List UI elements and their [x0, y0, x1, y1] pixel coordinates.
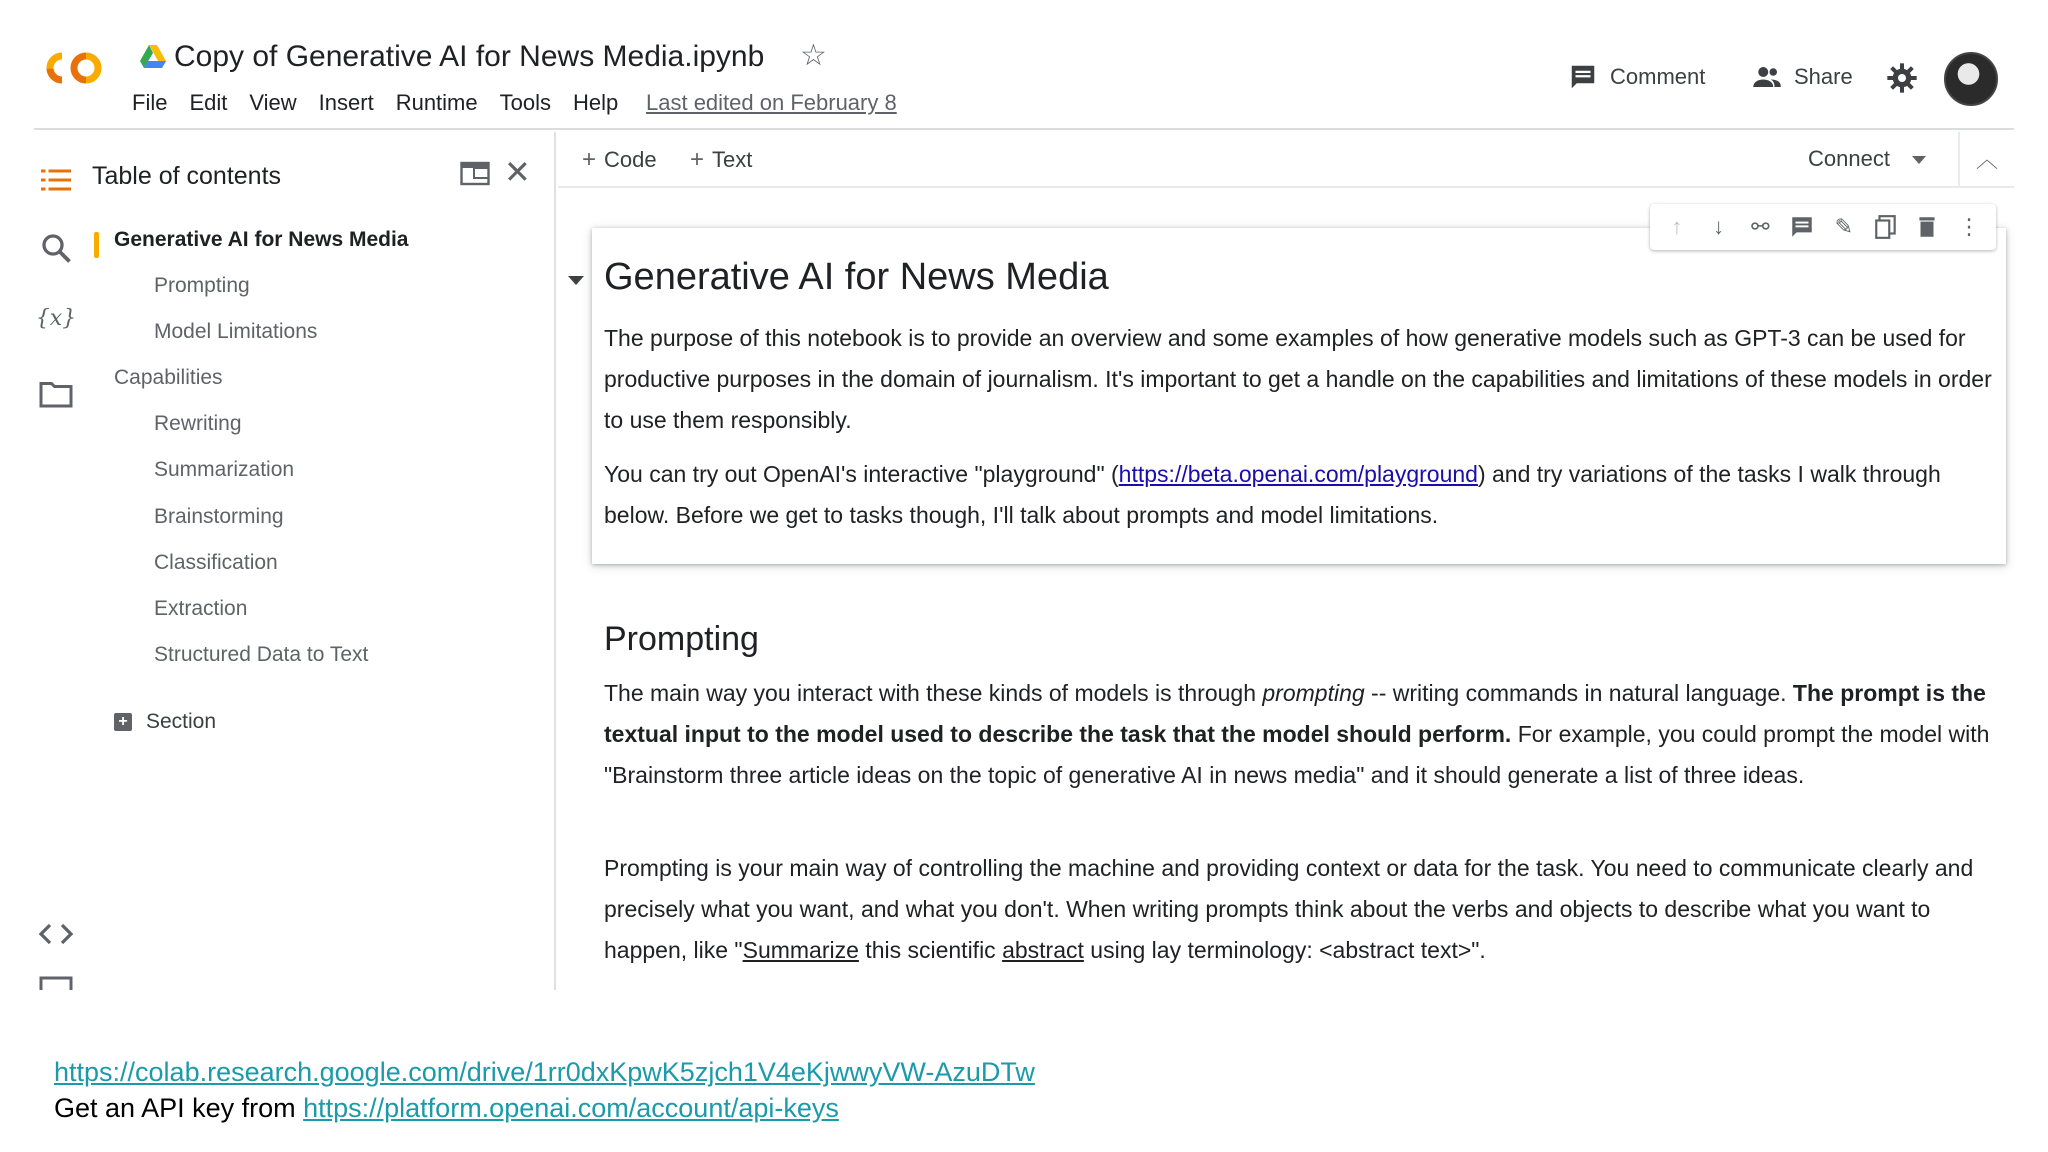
add-text-label: Text	[712, 147, 753, 172]
notebook-title[interactable]: Copy of Generative AI for News Media.ipynb	[174, 40, 765, 73]
toc-icon[interactable]	[38, 162, 74, 198]
prompting-text-c: For example, you could prompt the model with "Brainstorm three article ideas on the topic of generative AI in news media" and it should generate a list of three ideas.	[604, 721, 1990, 788]
toc-item-brainstorming[interactable]: Brainstorming	[154, 505, 284, 528]
comment-label: Comment	[1610, 64, 1706, 89]
avatar[interactable]	[1944, 52, 1998, 106]
prompting-em: prompting	[1262, 680, 1365, 706]
colab-logo[interactable]	[42, 48, 106, 88]
code-snippets-icon[interactable]	[38, 916, 74, 952]
heading-generative-ai: Generative AI for News Media	[604, 256, 1109, 298]
menu-help[interactable]: Help	[572, 90, 619, 115]
toc-item-structured-data[interactable]: Structured Data to Text	[154, 643, 369, 666]
controlling-text-b: this scientific	[858, 937, 1003, 963]
chevron-down-icon[interactable]	[1912, 156, 1926, 164]
summarize-word: Summarize	[742, 937, 859, 963]
comment-icon[interactable]	[1789, 214, 1815, 240]
cell-heading-1	[604, 256, 1994, 299]
intro-paragraph: The purpose of this notebook is to provide an overview and some examples of how generative models such as GPT-3 can be used for productive purposes in the domain of journalism. It's important to get a handle on the capabilities and limitations of these models in order to use them responsibly.	[604, 325, 1992, 433]
last-edited-link[interactable]: Last edited on February 8	[646, 90, 897, 115]
cell-paragraph-1	[604, 318, 1994, 441]
toc-panel	[86, 132, 556, 990]
toc-item-rewriting[interactable]: Rewriting	[154, 412, 242, 435]
cell-paragraph-4	[604, 848, 1994, 971]
toc-active-indicator	[94, 232, 99, 258]
add-box-icon: +	[114, 713, 132, 731]
api-keys-link[interactable]: https://platform.openai.com/account/api-keys	[303, 1093, 839, 1123]
controlling-text-c: using lay terminology: <abstract text>".	[1083, 937, 1486, 963]
search-icon[interactable]	[38, 230, 74, 266]
cell-heading-2	[604, 620, 1994, 659]
add-text-button[interactable]	[690, 146, 752, 174]
menu-file[interactable]: File	[132, 90, 168, 115]
cell-toolbar	[1650, 204, 1996, 250]
toc-item-classification[interactable]: Classification	[154, 551, 278, 574]
cell-paragraph-2	[604, 454, 1994, 536]
toc-item-generative-ai[interactable]: Generative AI for News Media	[114, 228, 409, 251]
menu-insert[interactable]: Insert	[318, 90, 374, 115]
add-code-button[interactable]	[582, 146, 657, 174]
prompting-paragraph	[604, 673, 1994, 796]
menu-runtime[interactable]: Runtime	[395, 90, 478, 115]
move-down-icon[interactable]: ↓	[1713, 214, 1725, 239]
playground-text-b: ) and try variations of the tasks I walk through below. Before we get to tasks though, I'll talk about prompts and model limitations.	[604, 461, 1941, 528]
plus-icon: +	[690, 146, 705, 173]
delete-icon[interactable]	[1914, 214, 1940, 240]
close-icon[interactable]: ✕	[504, 154, 531, 190]
connect-button[interactable]: Connect	[1808, 146, 1890, 171]
slide-caption	[54, 1054, 1035, 1126]
cell-paragraph-3	[604, 673, 1994, 796]
variables-icon[interactable]: {x}	[35, 305, 77, 331]
plus-icon: +	[582, 146, 597, 173]
prompting-text-a: The main way you interact with these kinds of models is through	[604, 680, 1263, 706]
link-icon[interactable]: ⚯	[1751, 214, 1770, 239]
menu-edit[interactable]: Edit	[189, 90, 228, 115]
sidebar-icon-rail	[34, 132, 86, 990]
collapse-section-icon[interactable]	[568, 276, 584, 285]
prompting-bold: The prompt is the textual input to the model used to describe the task that the model should perform.	[604, 680, 1986, 747]
gear-icon[interactable]	[1886, 62, 1918, 94]
controlling-paragraph	[604, 848, 1994, 971]
share-label: Share	[1794, 64, 1853, 89]
add-code-label: Code	[604, 147, 657, 172]
toc-item-summarization[interactable]: Summarization	[154, 458, 295, 481]
menu-view[interactable]: View	[249, 90, 297, 115]
controlling-text-a: Prompting is your main way of controlling the machine and providing context or data for the task. You need to communicate clearly and precisely what you want, and what you don't. When writing prompts think about the verbs and objects to describe what you want to happen, like "	[604, 855, 1974, 963]
chevron-up-icon[interactable]: ︿	[1958, 132, 2014, 188]
api-key-prefix: Get an API key from	[54, 1093, 304, 1123]
app-header	[34, 28, 2014, 130]
heading-prompting: Prompting	[604, 620, 759, 658]
mirror-cell-icon[interactable]	[1873, 214, 1899, 240]
playground-link[interactable]: https://beta.openai.com/playground	[1118, 461, 1478, 487]
toc-title: Table of contents	[92, 162, 282, 190]
google-drive-icon	[140, 44, 166, 70]
notebook-toolbar	[558, 132, 2014, 188]
menu-tools[interactable]: Tools	[499, 90, 551, 115]
notebook-main	[558, 132, 2014, 990]
playground-text-a: You can try out OpenAI's interactive "playground" (	[604, 461, 1119, 487]
colab-url-link[interactable]: https://colab.research.google.com/drive/1rr0dxKpwK5zjch1V4eKjwwyVW-AzuDTw	[54, 1057, 1035, 1087]
share-button[interactable]	[1752, 62, 1853, 92]
playground-paragraph	[604, 454, 1994, 536]
star-icon[interactable]: ☆	[800, 39, 827, 72]
add-section-label: Section	[146, 710, 217, 733]
edit-icon[interactable]: ✎	[1834, 214, 1854, 239]
add-section-button[interactable]	[114, 710, 216, 734]
folder-icon[interactable]	[38, 376, 74, 412]
toc-item-prompting[interactable]: Prompting	[154, 274, 250, 297]
toc-item-extraction[interactable]: Extraction	[154, 597, 248, 620]
comment-icon	[1568, 62, 1598, 92]
toc-item-capabilities[interactable]: Capabilities	[114, 366, 223, 389]
terminal-icon[interactable]	[38, 972, 74, 990]
move-up-icon[interactable]: ↑	[1671, 214, 1683, 239]
open-in-window-icon[interactable]	[460, 160, 490, 186]
comment-button[interactable]	[1568, 62, 1705, 92]
more-vert-icon[interactable]: ⋮	[1958, 214, 1981, 239]
people-icon	[1752, 62, 1782, 92]
menu-bar	[132, 90, 640, 116]
abstract-word: abstract	[1002, 937, 1084, 963]
toc-item-model-limitations[interactable]: Model Limitations	[154, 320, 318, 343]
prompting-text-b: -- writing commands in natural language.	[1364, 680, 1793, 706]
